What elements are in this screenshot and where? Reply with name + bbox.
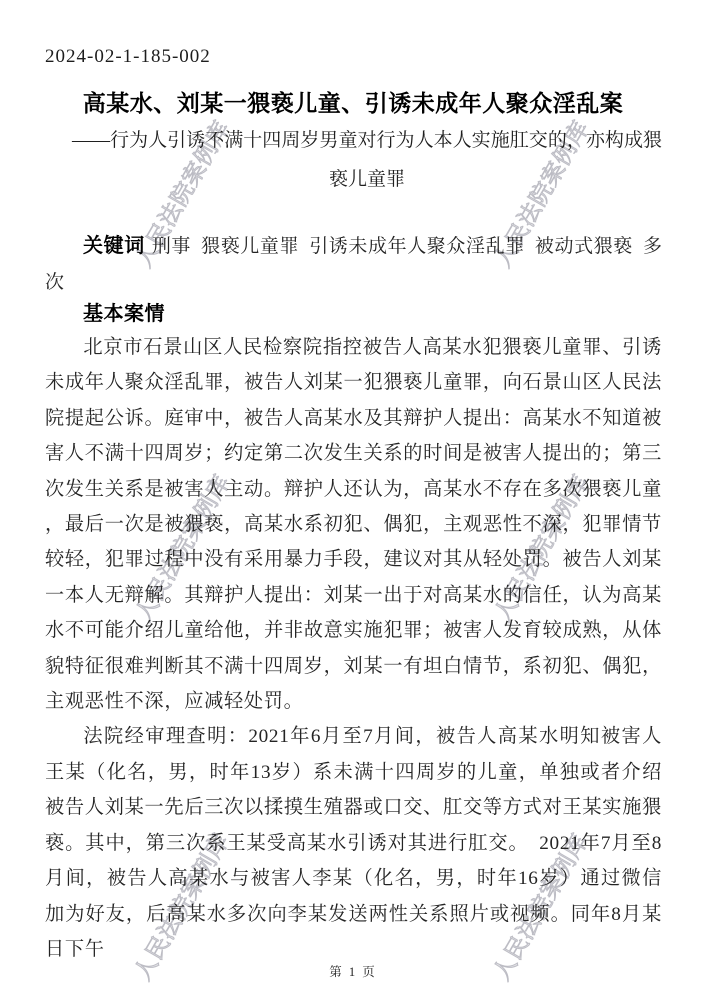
watermark-text: 人民法院案例库 (129, 829, 234, 985)
paragraph-prosecution: 北京市石景山区人民检察院指控被告人高某水犯猥亵儿童罪、引诱未成年人聚众淫乱罪，被告人刘某一犯猥亵儿童罪，向石景山区人民法院提起公诉。庭审中，被告人高某水及其辩护人提出：高某水不知道被害人不满十四周岁；约定第二次发生关系的时间是被害人提出的；第三次发生关系是被害人主动。辩护人还认为，高某水不存在多次猥亵儿童，最后一次是被猥亵，高某水系初犯、偶犯，主观恶性不深，犯罪情节较轻，犯罪过程中没有采用暴力手段，建议对其从轻处罚。被告人刘某一本人无辩解。其辩护人提出：刘某一出于对高某水的信任，认为高某水不可能介绍儿童给他，并非故意实施犯罪；被害人发育较成熟，从体貌特征很难判断其不满十四周岁，刘某一有坦白情节，系初犯、偶犯，主观恶性不深，应减轻处罚。 (45, 337, 662, 713)
case-body (45, 330, 662, 967)
watermark-text: 人民法院案例库 (489, 470, 594, 626)
watermark-text: 人民法院案例库 (130, 116, 235, 272)
keywords-line (45, 229, 662, 300)
keywords-label: 关键词 (83, 235, 145, 257)
case-subtitle: ——行为人引诱不满十四周岁男童对行为人本人实施肛交的，亦构成猥亵儿童罪 (72, 130, 662, 190)
watermark-text: 人民法院案例库 (489, 116, 594, 272)
keywords-terms: 刑事 猥亵儿童罪 引诱未成年人聚众淫乱罪 被动式猥亵 多次 (45, 236, 662, 293)
section-heading-basic-facts: 基本案情 (83, 303, 165, 325)
page-number: 第 1 页 (329, 965, 377, 979)
document-number: 2024-02-1-185-002 (45, 46, 211, 67)
watermark-text: 人民法院案例库 (488, 829, 593, 985)
paragraph-court-findings: 法院经审理查明：2021年6月至7月间，被告人高某水明知被害人王某（化名，男，时年13岁）系未满十四周岁的儿童，单独或者介绍被告人刘某一先后三次以揉摸生殖器或口交、肛交等方式对王某实施猥亵。其中，第三次系王某受高某水引诱对其进行肛交。 2021年7月至8月间，被告人高某水与被害人李某（化名，男，时年16岁）通过微信加为好友，后高某水多次向李某发送两性关系照片或视频。同年8月某日下午 (45, 726, 662, 960)
watermark-text: 人民法院案例库 (130, 470, 235, 626)
case-title: 高某水、刘某一猥亵儿童、引诱未成年人聚众淫乱案 (82, 91, 624, 116)
